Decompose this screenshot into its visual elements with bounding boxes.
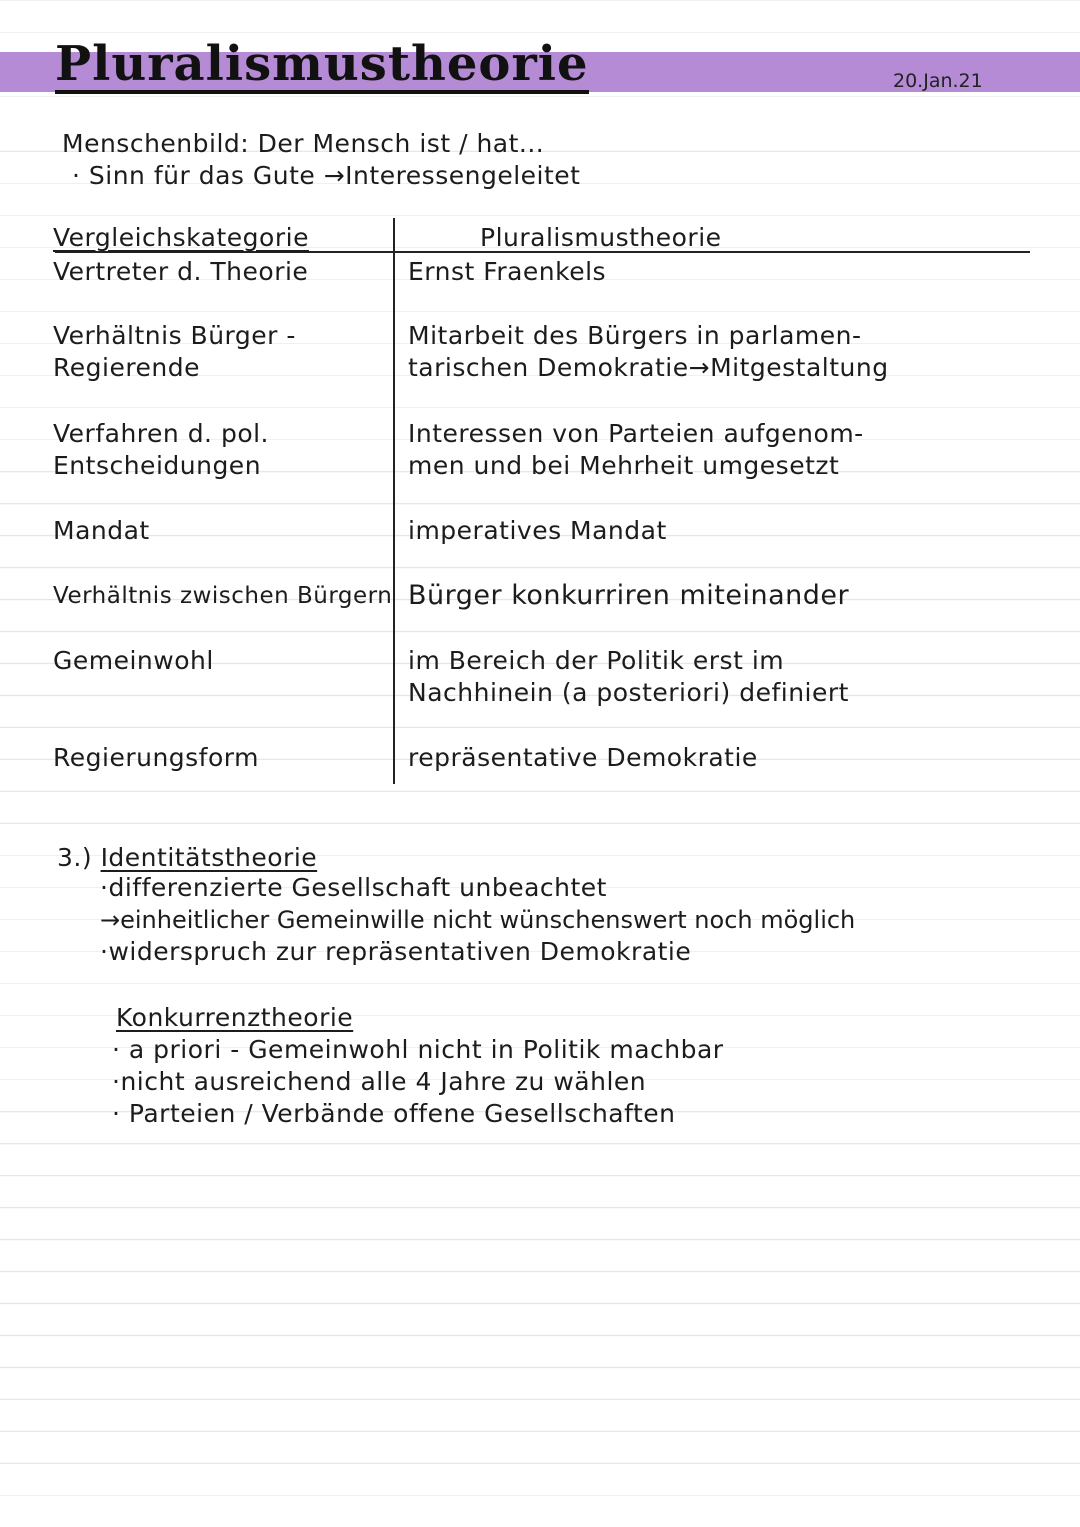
identitaet-item-3: ·widerspruch zur repräsentativen Demokratie (100, 937, 692, 966)
identitaet-item-1: ·differenzierte Gesellschaft unbeachtet (100, 873, 607, 902)
row-gemeinwohl-value-2: Nachhinein (a posteriori) definiert (408, 678, 849, 707)
menschenbild-item: · Sinn für das Gute →Interessengeleitet (72, 161, 581, 190)
row-verfahren-value-1: Interessen von Parteien aufgenom- (408, 419, 864, 448)
section-identitaet-title: Identitätstheorie (100, 843, 318, 872)
row-verhaeltnis-category-1: Verhältnis Bürger - (53, 321, 296, 350)
table-header-theory: Pluralismustheorie (480, 223, 722, 252)
page-title: Pluralismustheorie (55, 36, 589, 92)
row-vertreter-value: Ernst Fraenkels (408, 257, 607, 286)
row-mandat-value: imperatives Mandat (408, 516, 667, 545)
row-buerger-value: Bürger konkurriren miteinander (408, 580, 850, 611)
row-verhaeltnis-value-2: tarischen Demokratie→Mitgestaltung (408, 353, 889, 382)
row-mandat-category: Mandat (53, 516, 150, 545)
row-verfahren-category-1: Verfahren d. pol. (53, 419, 270, 448)
row-buerger-category: Verhältnis zwischen Bürgern (53, 583, 393, 609)
table-divider (393, 218, 395, 784)
row-verhaeltnis-category-2: Regierende (53, 353, 201, 382)
identitaet-item-2: →einheitlicher Gemeinwille nicht wünschenswert noch möglich (100, 906, 856, 934)
row-vertreter-category: Vertreter d. Theorie (53, 257, 309, 286)
row-regierungsform-value: repräsentative Demokratie (408, 743, 758, 772)
row-regierungsform-category: Regierungsform (53, 743, 259, 772)
row-verfahren-value-2: men und bei Mehrheit umgesetzt (408, 451, 840, 480)
row-verfahren-category-2: Entscheidungen (53, 451, 262, 480)
menschenbild-intro: Menschenbild: Der Mensch ist / hat... (62, 129, 545, 158)
section-identitaet-heading (57, 842, 317, 874)
konkurrenz-item-2: ·nicht ausreichend alle 4 Jahre zu wählen (112, 1067, 647, 1096)
table-header-category: Vergleichskategorie (53, 223, 309, 252)
row-gemeinwohl-category: Gemeinwohl (53, 646, 214, 675)
date: 20.Jan.21 (893, 70, 983, 92)
konkurrenz-item-3: · Parteien / Verbände offene Gesellschaften (112, 1099, 676, 1128)
section-number: 3.) (57, 843, 93, 872)
konkurrenz-item-1: · a priori - Gemeinwohl nicht in Politik machbar (112, 1035, 724, 1064)
row-verhaeltnis-value-1: Mitarbeit des Bürgers in parlamen- (408, 321, 862, 350)
konkurrenz-title: Konkurrenztheorie (116, 1003, 354, 1032)
row-gemeinwohl-value-1: im Bereich der Politik erst im (408, 646, 785, 675)
